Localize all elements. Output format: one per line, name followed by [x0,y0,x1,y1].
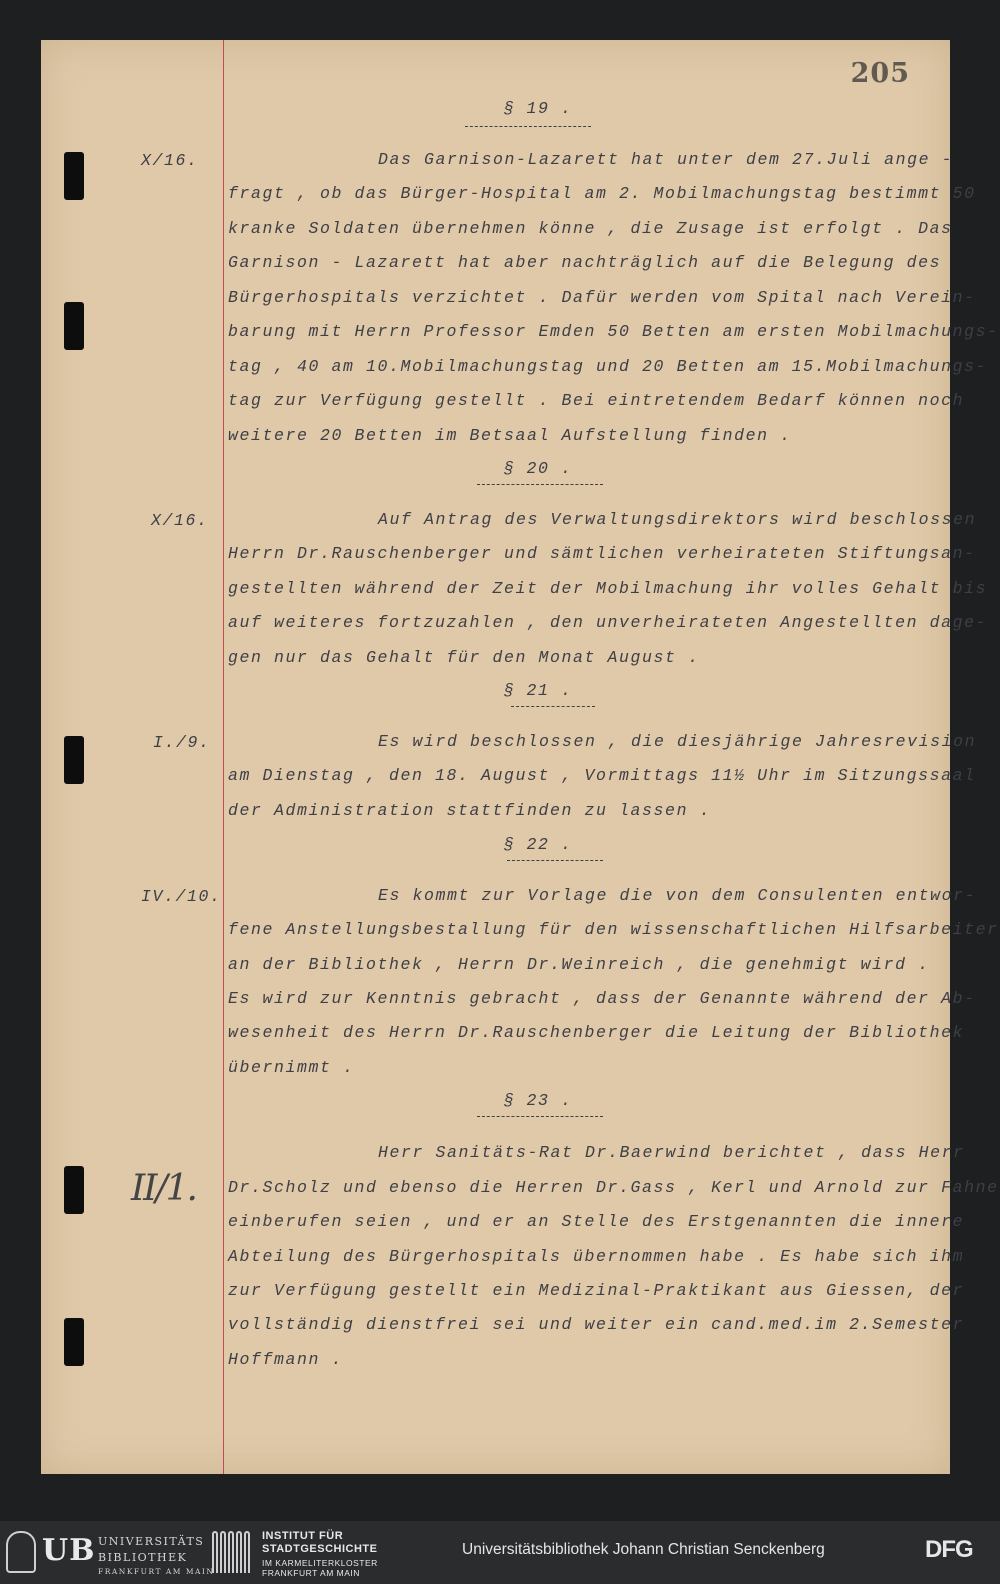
footer-bar [0,1521,1000,1584]
text-line: tag zur Verfügung gestellt . Bei eintretendem Bedarf können noch [228,391,965,410]
text-line: Hoffmann . [228,1350,344,1369]
heading-underline [465,126,591,127]
section-heading: § 22 . [503,835,573,854]
text-line: wesenheit des Herrn Dr.Rauschenberger die Leitung der Bibliothek [228,1023,965,1042]
punch-hole [64,1318,84,1366]
text-line: Es wird zur Kenntnis gebracht , dass der Genannte während der Ab- [228,989,976,1008]
text-line: vollständig dienstfrei sei und weiter ein cand.med.im 2.Semester [228,1315,965,1334]
handwritten-margin-note: II/1. [131,1168,196,1209]
section-heading: § 19 . [503,99,573,118]
text-line: übernimmt . [228,1058,355,1077]
section-heading: § 20 . [503,459,573,478]
ub-logo-icon [6,1531,36,1573]
isg-line: INSTITUT FÜR [262,1530,344,1542]
text-line: Das Garnison-Lazarett hat unter dem 27.Juli ange - [378,150,954,169]
dfg-logo: DFG [925,1536,973,1563]
heading-underline [477,1116,603,1117]
ub-line: FRANKFURT AM MAIN [98,1567,215,1576]
text-line: zur Verfügung gestellt ein Medizinal-Praktikant aus Giessen, der [228,1281,965,1300]
text-line: Bürgerhospitals verzichtet . Dafür werden vom Spital nach Verein- [228,288,976,307]
text-line: weitere 20 Betten im Betsaal Aufstellung finden . [228,426,792,445]
text-line: der Administration stattfinden zu lassen . [228,801,712,820]
text-line: an der Bibliothek , Herrn Dr.Weinreich , die genehmigt wird . [228,955,930,974]
page-number: 205 [850,58,910,89]
text-line: am Dienstag , den 18. August , Vormittags 11½ Uhr im Sitzungssaal [228,766,976,785]
text-line: tag , 40 am 10.Mobilmachungstag und 20 Betten am 15.Mobilmachungs- [228,357,988,376]
document-page [41,40,999,1474]
section-heading: § 23 . [503,1091,573,1110]
heading-underline [477,484,603,485]
text-line: gen nur das Gehalt für den Monat August . [228,648,700,667]
library-name: Universitätsbibliothek Johann Christian Senckenberg [462,1541,825,1558]
isg-line: FRANKFURT AM MAIN [262,1568,360,1578]
text-line: Herrn Dr.Rauschenberger und sämtlichen verheirateten Stiftungsan- [228,544,976,563]
isg-line: STADTGESCHICHTE [262,1543,378,1555]
punch-hole [64,736,84,784]
text-line: Dr.Scholz und ebenso die Herren Dr.Gass , Kerl und Arnold zur Fahne [228,1178,999,1197]
text-line: Es kommt zur Vorlage die von dem Consulenten entwor- [378,886,977,905]
ub-logo-text: UB [42,1533,96,1568]
punch-hole [64,152,84,200]
heading-underline [511,706,595,707]
punch-hole [64,1166,84,1214]
punch-hole [64,302,84,350]
text-line: auf weiteres fortzuzahlen , den unverheirateten Angestellten dage- [228,613,988,632]
text-line: Abteilung des Bürgerhospitals übernommen habe . Es habe sich ihm [228,1247,965,1266]
text-line: kranke Soldaten übernehmen könne , die Zusage ist erfolgt . Das [228,219,953,238]
text-line: einberufen seien , und er an Stelle des Erstgenannten die innere [228,1212,965,1231]
text-line: Herr Sanitäts-Rat Dr.Baerwind berichtet , dass Herr [378,1143,965,1162]
text-line: Garnison - Lazarett hat aber nachträglich auf die Belegung des [228,253,942,272]
text-line: fragt , ob das Bürger-Hospital am 2. Mobilmachungstag bestimmt 50 [228,184,976,203]
ub-line: UNIVERSITÄTS [98,1535,205,1548]
text-line: Es wird beschlossen , die diesjährige Jahresrevision [378,732,977,751]
isg-logo-icon [212,1531,252,1573]
margin-line [223,40,224,1474]
text-line: barung mit Herrn Professor Emden 50 Betten am ersten Mobilmachungs- [228,322,999,341]
text-line: Auf Antrag des Verwaltungsdirektors wird beschlossen [378,510,977,529]
margin-note: IV./10. [141,887,222,906]
heading-underline [507,860,603,861]
margin-note: X/16. [141,151,199,170]
ub-line: BIBLIOTHEK [98,1551,188,1564]
section-heading: § 21 . [503,681,573,700]
text-line: fene Anstellungsbestallung für den wissenschaftlichen Hilfsarbeiter [228,920,999,939]
isg-line: IM KARMELITERKLOSTER [262,1558,378,1568]
text-line: gestellten während der Zeit der Mobilmachung ihr volles Gehalt bis [228,579,988,598]
margin-note: I./9. [153,733,211,752]
margin-note: X/16. [151,511,209,530]
